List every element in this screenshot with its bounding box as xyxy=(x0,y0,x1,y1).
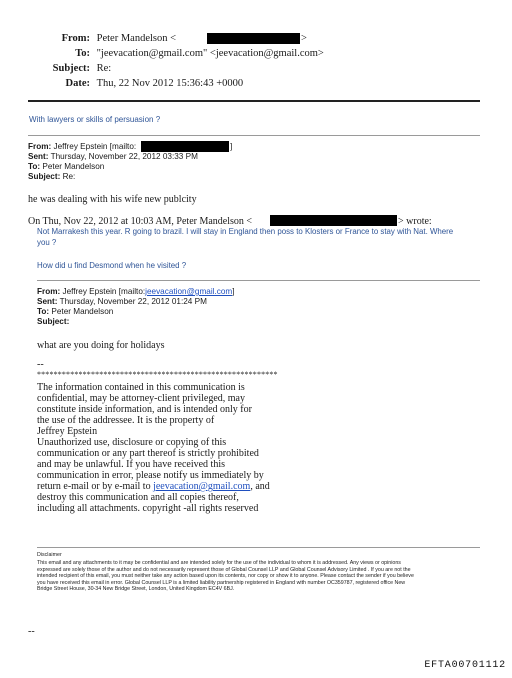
msg3-from-email-link[interactable]: jeevacation@gmail.com xyxy=(145,287,233,296)
header-from-row xyxy=(0,33,176,44)
quote-wrote: > wrote: xyxy=(398,216,432,227)
header-from-value: Peter Mandelson < xyxy=(96,33,177,44)
reply-divider xyxy=(28,135,480,136)
reply-text: With lawyers or skills of persuasion ? xyxy=(29,115,161,124)
disclaimer-line: expressed are solely those of the author and do not necessarily represent those of Global Counsel LLP and Global Counsel Advisory Limited . If you are not the xyxy=(37,566,411,573)
msg2-subject-value: Re: xyxy=(62,172,76,181)
signature-line: communication in error, please notify us immediately by xyxy=(37,470,264,481)
signature-line: the use of the addressee. It is the property of xyxy=(37,415,215,426)
quote-line-3: How did u find Desmond when he visited ? xyxy=(37,261,187,270)
msg2-sent-label: Sent: xyxy=(28,152,49,161)
header-from-close: > xyxy=(301,33,307,44)
disclaimer-title: Disclaimer xyxy=(37,552,62,558)
header-date-value: Thu, 22 Nov 2012 15:36:43 +0000 xyxy=(96,78,244,89)
msg3-sent-row xyxy=(37,297,207,306)
msg3-from-row xyxy=(37,287,234,296)
msg2-sent-row xyxy=(28,152,198,161)
msg2-from-close: ] xyxy=(230,142,233,151)
msg3-to-label: To: xyxy=(37,307,50,316)
signature-stars: ********************************************************** xyxy=(37,370,278,379)
msg2-subject-row xyxy=(28,172,75,181)
msg3-sent-label: Sent: xyxy=(37,297,58,306)
msg2-from-row xyxy=(28,142,136,151)
msg3-subject-row xyxy=(37,317,69,326)
signature-line: The information contained in this communication is xyxy=(37,382,245,393)
signature-return-line xyxy=(37,481,270,492)
msg2-from-value: Jeffrey Epstein [mailto: xyxy=(53,142,137,151)
disclaimer-line: you have received this email in error. Global Counsel LLP is a limited liability partnership registered in England with number OC359787, registered office New xyxy=(37,579,406,586)
msg3-from-label: From: xyxy=(37,287,61,296)
signature-line: confidential, may be attorney-client privileged, may xyxy=(37,393,245,404)
header-date-label: Date: xyxy=(65,78,90,89)
msg2-subject-label: Subject: xyxy=(28,172,61,181)
disclaimer-line: intended recipient of this email, you must neither take any action based upon its contents, nor copy or show it to anyone. Please contact the sender if you believe xyxy=(37,573,414,580)
msg3-body: what are you doing for holidays xyxy=(37,340,165,351)
msg2-to-row xyxy=(28,162,104,171)
header-to-label: To: xyxy=(75,48,90,59)
disclaimer-divider xyxy=(37,547,480,548)
msg3-sent-value: Thursday, November 22, 2012 01:24 PM xyxy=(59,297,207,306)
msg2-body: he was dealing with his wife new publcity xyxy=(28,194,197,205)
header-date-row xyxy=(0,78,243,89)
quote-line-1: Not Marrakesh this year. R going to brazil. I will stay in England then poss to Klosters or France to stay with Nat. Where xyxy=(37,227,454,236)
signature-line: constitute inside information, and is intended only for xyxy=(37,404,252,415)
header-divider xyxy=(28,100,480,102)
header-subject-value: Re: xyxy=(96,63,112,74)
signature-dashes: -- xyxy=(37,359,44,370)
signature-line: including all attachments. copyright -all rights reserved xyxy=(37,503,259,514)
signature-line: Unauthorized use, disclosure or copying of this xyxy=(37,437,227,448)
header-to-value: "jeevacation@gmail.com" <jeevacation@gmail.com> xyxy=(96,48,324,59)
signature-email-link[interactable]: jeevacation@gmail.com xyxy=(153,481,251,492)
header-subject-label: Subject: xyxy=(52,63,90,74)
signature-line: destroy this communication and all copies thereof, xyxy=(37,492,239,503)
msg2-to-value: Peter Mandelson xyxy=(42,162,105,171)
quote-divider xyxy=(37,280,480,281)
signature-return-post: , and xyxy=(250,481,270,492)
quote-intro: On Thu, Nov 22, 2012 at 10:03 AM, Peter Mandelson < xyxy=(28,216,253,227)
signature-block xyxy=(37,382,270,514)
disclaimer-line: Bridge Street House, 30-34 New Bridge Street, London, United Kingdom EC4V 6BJ. xyxy=(37,586,235,593)
disclaimer-body xyxy=(37,560,414,593)
redaction-bar xyxy=(141,141,229,152)
header-from-label: From: xyxy=(61,33,90,44)
redaction-bar xyxy=(270,215,397,226)
msg3-from-value: Jeffrey Epstein [mailto: xyxy=(62,287,146,296)
redaction-bar xyxy=(207,33,300,44)
header-to-row xyxy=(0,48,324,59)
signature-line: and may be unlawful. If you have received this xyxy=(37,459,225,470)
msg2-sent-value: Thursday, November 22, 2012 03:33 PM xyxy=(50,152,198,161)
header-subject-row xyxy=(0,63,111,74)
msg3-to-row xyxy=(37,307,113,316)
quote-line-2: you ? xyxy=(37,238,57,247)
signature-line: Jeffrey Epstein xyxy=(37,426,98,437)
msg2-to-label: To: xyxy=(28,162,41,171)
msg3-from-close: ] xyxy=(232,287,235,296)
disclaimer-line: This email and any attachments to it may be confidential and are intended solely for the use of the individual to whom it is addressed. Any views or opinions xyxy=(37,560,401,566)
msg3-to-value: Peter Mandelson xyxy=(51,307,114,316)
msg2-from-label: From: xyxy=(28,142,52,151)
signature-return-pre: return e-mail or by e-mail to xyxy=(37,481,154,492)
msg3-subject-label: Subject: xyxy=(37,317,70,326)
footer-dashes: -- xyxy=(28,626,35,637)
signature-line: communication or any part thereof is strictly prohibited xyxy=(37,448,259,459)
bates-number: EFTA00701112 xyxy=(424,660,506,671)
